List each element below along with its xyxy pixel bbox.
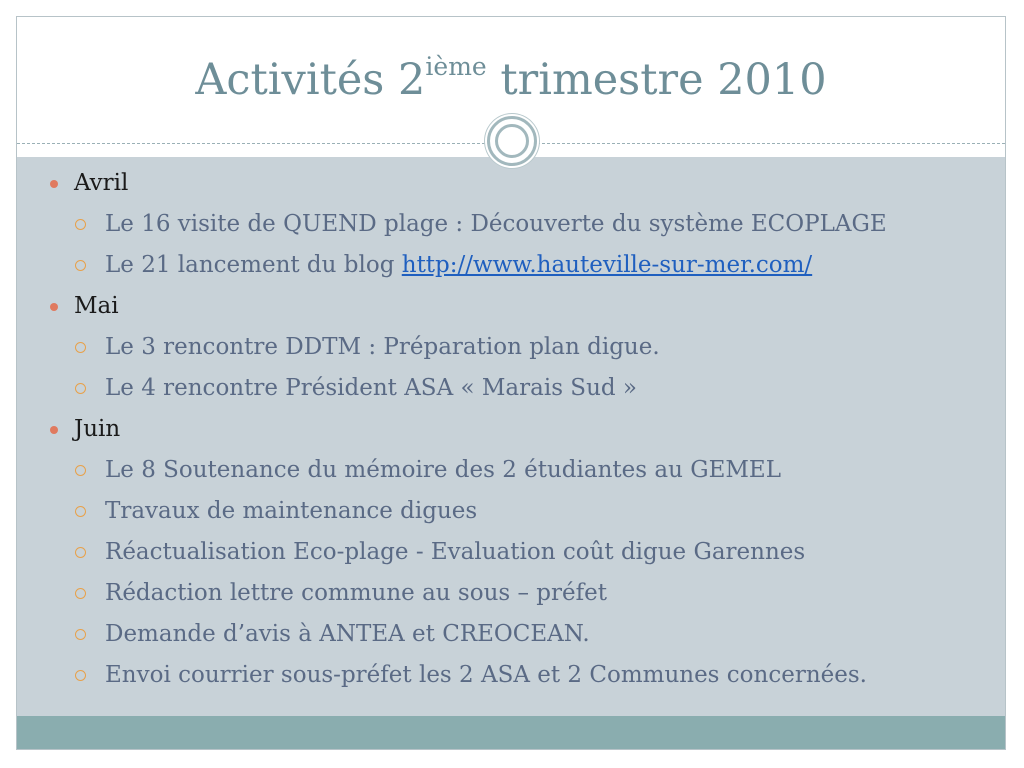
section-mai [47,286,887,409]
item-text: Le 21 lancement du blog [105,252,402,278]
footer-bar [17,716,1005,750]
list-item [73,450,887,491]
item-text: Le 4 rencontre Président ASA « Marais Sud » [105,375,637,401]
item-text: Le 8 Soutenance du mémoire des 2 étudiantes au GEMEL [105,457,781,483]
sub-list [74,450,887,696]
slide-title [17,51,1005,105]
list-item [73,327,887,368]
title-main: Activités 2 [195,55,426,105]
title-rest: trimestre 2010 [486,55,827,105]
section-label: Avril [74,170,129,196]
blog-link[interactable]: http://www.hauteville-sur-mer.com/ [401,252,813,278]
divider-ring-icon [487,116,537,166]
sub-list [74,327,887,409]
section-label: Mai [74,293,119,319]
bullet-list [47,163,887,696]
list-item [73,245,887,286]
item-text: Envoi courrier sous-préfet les 2 ASA et 2 Communes concernées. [105,662,867,688]
item-text: Réactualisation Eco-plage - Evaluation coût digue Garennes [105,539,806,565]
list-item [73,491,887,532]
item-text: Le 16 visite de QUEND plage : Découverte du système ECOPLAGE [105,211,887,237]
sub-list [74,204,887,286]
list-item [73,532,887,573]
title-superscript: ième [425,51,487,81]
item-text: Le 3 rencontre DDTM : Préparation plan digue. [105,334,660,360]
item-text: Demande d’avis à ANTEA et CREOCEAN. [105,621,590,647]
item-text: Travaux de maintenance digues [105,498,478,524]
item-text: Rédaction lettre commune au sous – préfet [105,580,608,606]
list-item [73,655,887,696]
slide [16,16,1006,750]
list-item [73,204,887,245]
section-label: Juin [74,416,121,442]
section-juin [47,409,887,696]
content-area [17,157,1005,716]
list-item [73,368,887,409]
section-avril [47,163,887,286]
list-item [73,614,887,655]
list-item [73,573,887,614]
